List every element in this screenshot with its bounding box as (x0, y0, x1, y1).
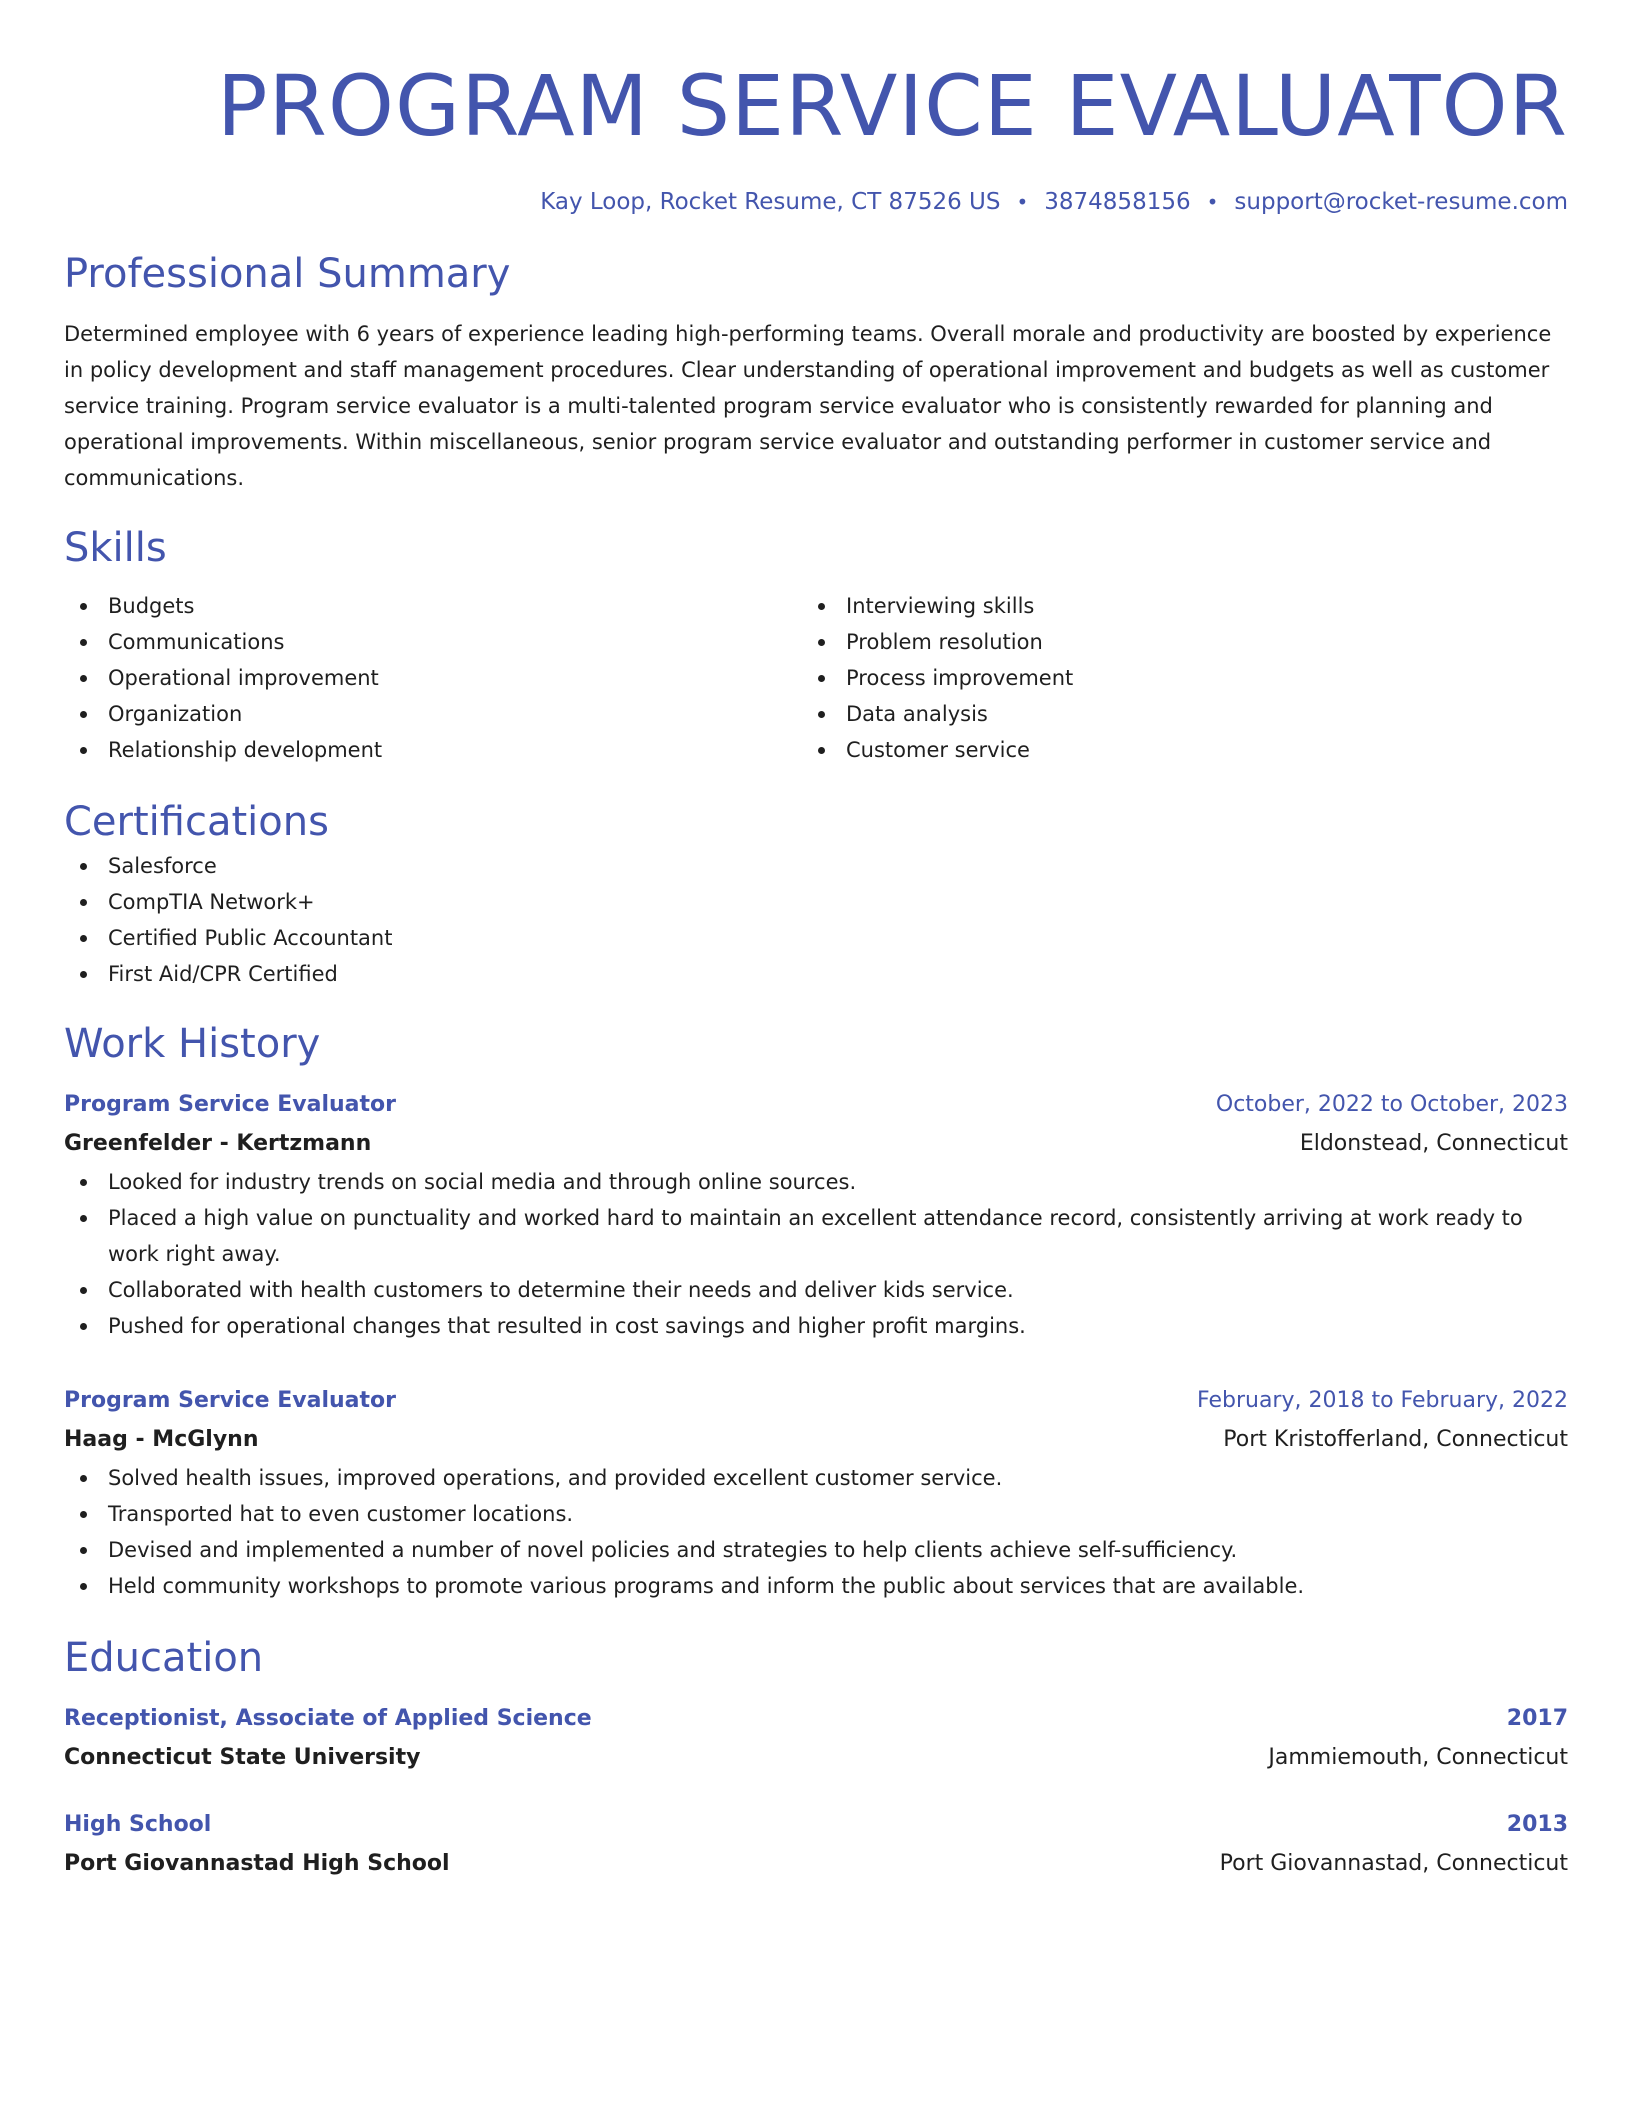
summary-heading: Professional Summary (64, 251, 511, 297)
job-bullet: Devised and implemented a number of novel policies and strategies to help clients achieve self-sufficiency. (64, 1532, 1568, 1568)
resume-name-heading: PROGRAM SERVICE EVALUATOR (216, 57, 1568, 155)
job-bullet: Transported hat to even customer locations. (64, 1496, 1568, 1532)
education-entry-header (64, 1700, 1568, 1738)
graduation-year: 2017 (1506, 1706, 1568, 1731)
skill-item: Communications (64, 624, 802, 660)
work-entry-subheader (64, 1420, 1568, 1460)
skill-item: Customer service (802, 732, 1073, 768)
job-title: Program Service Evaluator (64, 1092, 396, 1117)
skills-list-left (64, 588, 802, 768)
school-location: Jammiemouth, Connecticut (1268, 1745, 1568, 1770)
skill-item: Problem resolution (802, 624, 1073, 660)
job-bullets (64, 1164, 1568, 1344)
job-bullet: Pushed for operational changes that resulted in cost savings and higher profit margins. (64, 1308, 1568, 1344)
skills-heading: Skills (64, 525, 167, 571)
job-dates: February, 2018 to February, 2022 (1197, 1388, 1568, 1413)
contact-line (64, 186, 1568, 218)
certification-item: CompTIA Network+ (64, 884, 1568, 920)
job-location: Port Kristofferland, Connecticut (1223, 1427, 1568, 1452)
certifications-heading: Certifications (64, 799, 329, 845)
company-name: Greenfelder - Kertzmann (64, 1131, 372, 1156)
job-title: Program Service Evaluator (64, 1388, 396, 1413)
contact-address: Kay Loop, Rocket Resume, CT 87526 US (540, 189, 1001, 215)
work-entry (64, 1382, 1568, 1604)
job-bullet: Held community workshops to promote various programs and inform the public about services that are available. (64, 1568, 1568, 1604)
contact-separator: • (1206, 190, 1219, 214)
job-location: Eldonstead, Connecticut (1299, 1131, 1568, 1156)
school-location: Port Giovannastad, Connecticut (1219, 1851, 1568, 1876)
job-bullet: Solved health issues, improved operations, and provided excellent customer service. (64, 1460, 1568, 1496)
job-bullets (64, 1460, 1568, 1604)
contact-separator: • (1016, 190, 1029, 214)
education-entry (64, 1700, 1568, 1778)
skill-item: Process improvement (802, 660, 1073, 696)
summary-text: Determined employee with 6 years of experience leading high-performing teams. Overall morale and productivity are boosted by experience in policy development and staff management procedures. Clear understanding of operational improvement and budgets as well as customer service training. Program service evaluator is a multi-talented program service evaluator who is consistently rewarded for planning and operational improvements. Within miscellaneous, senior program service evaluator and outstanding performer in customer service and communications. (64, 322, 1552, 490)
graduation-year: 2013 (1506, 1812, 1568, 1837)
education-heading: Education (64, 1635, 264, 1681)
school-name: Connecticut State University (64, 1745, 421, 1770)
skill-item: Interviewing skills (802, 588, 1073, 624)
job-bullet: Placed a high value on punctuality and worked hard to maintain an excellent attendance record, consistently arriving at work ready to work right away. (64, 1200, 1568, 1272)
work-entry-header (64, 1086, 1568, 1124)
contact-phone: 3874858156 (1044, 189, 1191, 215)
work-entry (64, 1086, 1568, 1344)
skills-grid (64, 588, 1568, 768)
skill-item: Budgets (64, 588, 802, 624)
school-name: Port Giovannastad High School (64, 1851, 450, 1876)
education-entry-header (64, 1806, 1568, 1844)
certification-item: First Aid/CPR Certified (64, 956, 1568, 992)
job-dates: October, 2022 to October, 2023 (1215, 1092, 1568, 1117)
skill-item: Operational improvement (64, 660, 802, 696)
skill-item: Organization (64, 696, 802, 732)
job-bullet: Looked for industry trends on social media and through online sources. (64, 1164, 1568, 1200)
degree-name: Receptionist, Associate of Applied Science (64, 1706, 592, 1731)
work-history-heading: Work History (64, 1021, 321, 1067)
company-name: Haag - McGlynn (64, 1427, 259, 1452)
skill-item: Data analysis (802, 696, 1073, 732)
education-entry-subheader (64, 1844, 1568, 1884)
skill-item: Relationship development (64, 732, 802, 768)
degree-name: High School (64, 1812, 212, 1837)
certification-item: Certified Public Accountant (64, 920, 1568, 956)
education-entry (64, 1806, 1568, 1884)
work-entry-header (64, 1382, 1568, 1420)
certifications-list (64, 848, 1568, 992)
certification-item: Salesforce (64, 848, 1568, 884)
work-entry-subheader (64, 1124, 1568, 1164)
contact-email: support@rocket-resume.com (1234, 189, 1568, 215)
education-entry-subheader (64, 1738, 1568, 1778)
job-bullet: Collaborated with health customers to determine their needs and deliver kids service. (64, 1272, 1568, 1308)
skills-list-right (802, 588, 1073, 768)
